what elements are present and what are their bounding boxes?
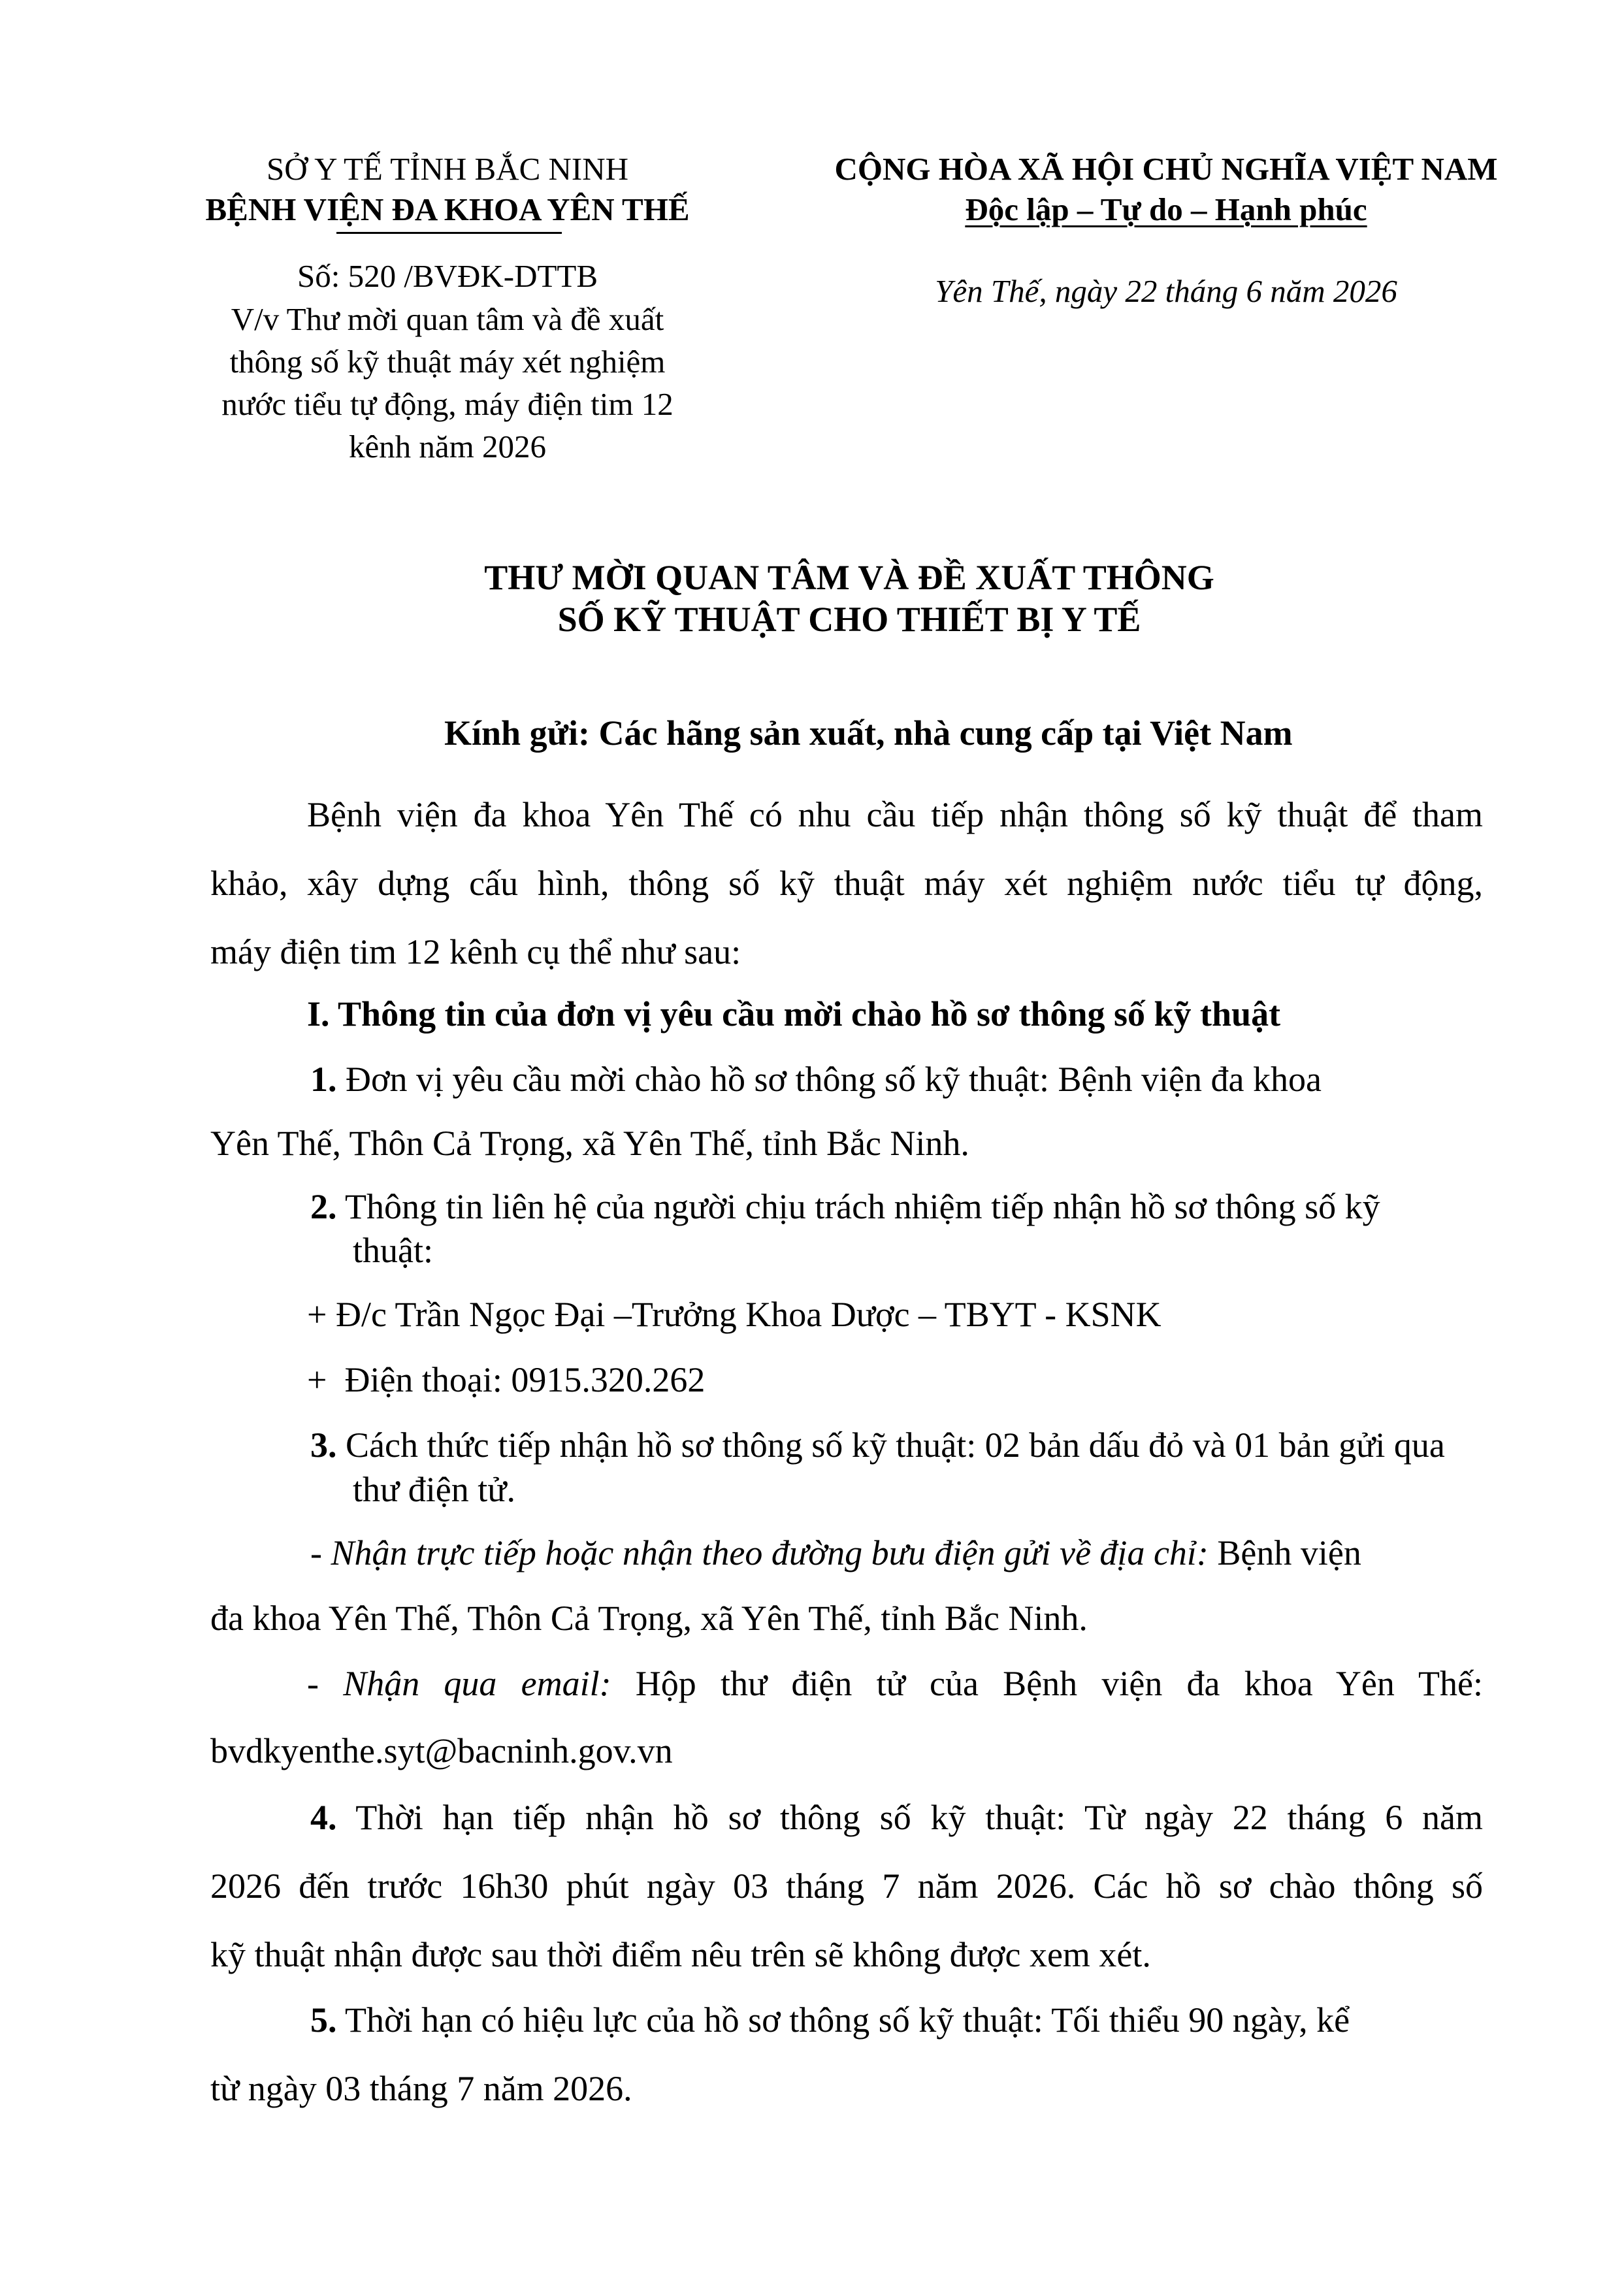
item-number: 2. [310,1187,337,1226]
title-line: SỐ KỸ THUẬT CHO THIẾT BỊ Y TẾ [557,600,1141,639]
item-text: Thời hạn có hiệu lực của hồ sơ thông số kỹ thuật: Tối thiểu 90 ngày, kể [336,2000,1350,2040]
contact-phone: + Điện thoại: 0915.320.262 [307,1360,706,1399]
doc-number-block [124,256,771,297]
header-right [768,149,1565,230]
item-1-line2: Yên Thế, Thôn Cả Trọng, xã Yên Thế, tỉnh Bắc Ninh. [210,1124,969,1163]
motto: Độc lập – Tự do – Hạnh phúc [965,191,1367,227]
intro-line: Bệnh viện đa khoa Yên Thế có nhu cầu tiếp nhận thông số kỹ thuật để tham [307,795,1483,834]
item-text: Thông tin liên hệ của người chịu trách nhiệm tiếp nhận hồ sơ thông số kỹ [345,1187,1380,1226]
doc-number: Số: 520 /BVĐK-DTTB [297,258,598,294]
recipient: Kính gửi: Các hãng sản xuất, nhà cung cấp tại Việt Nam [444,713,1293,753]
subject-line: kênh năm 2026 [348,429,547,464]
receipt-direct-label: - Nhận trực tiếp hoặc nhận theo đường bưu điện gửi về địa chỉ: [310,1533,1209,1572]
item-text: Đơn vị yêu cầu mời chào hồ sơ thông số kỹ thuật: Bệnh viện đa khoa [346,1060,1322,1099]
item-1 [310,1058,1322,1100]
hospital-name: BỆNH VIỆN ĐA KHOA YÊN THẾ [205,191,690,227]
document-title [229,557,1470,640]
email-address: bvdkyenthe.syt@bacninh.gov.vn [210,1731,673,1770]
item-3 [310,1424,1445,1466]
intro-line: khảo, xây dựng cấu hình, thông số kỹ thuật máy xét nghiệm nước tiểu tự động, [210,864,1483,903]
receipt-email [307,1663,1483,1704]
subject-line: thông số kỹ thuật máy xét nghiệm [229,344,666,380]
item-4 [310,1797,1483,1838]
item-number: 3. [310,1425,337,1465]
receipt-direct-value: Bệnh viện [1208,1533,1361,1572]
subject-line: V/v Thư mời quan tâm và đề xuất [231,301,664,337]
item-text: Cách thức tiếp nhận hồ sơ thông số kỹ thuật: 02 bản dấu đỏ và 01 bản gửi qua [346,1425,1445,1465]
contact-person: + Đ/c Trần Ngọc Đại –Trưởng Khoa Dược – TBYT - KSNK [307,1295,1161,1334]
receipt-direct [310,1532,1361,1574]
email-dash: - [307,1664,344,1703]
agency-name: SỞ Y TẾ TỈNH BẮC NINH [267,151,628,187]
receipt-direct-address: đa khoa Yên Thế, Thôn Cả Trọng, xã Yên Thế, tỉnh Bắc Ninh. [210,1599,1088,1638]
item-4-line3: kỹ thuật nhận được sau thời điểm nêu trên sẽ không được xem xét. [210,1935,1151,1974]
receipt-email-value: Hộp thư điện tử của Bệnh viện đa khoa Yên Thế: [611,1664,1484,1703]
subject-line: nước tiểu tự động, máy điện tim 12 [221,386,674,422]
item-number: 5. [310,2000,337,2040]
item-2-line2: thuật: [353,1231,433,1270]
intro-line: máy điện tim 12 kênh cụ thể như sau: [210,932,741,971]
subject-block [124,298,771,468]
place-date: Yên Thế, ngày 22 tháng 6 năm 2026 [935,273,1397,309]
header-left [124,149,771,230]
header-left-underline [336,232,562,234]
item-3-line2: thư điện tử. [353,1470,516,1509]
item-5-line2: từ ngày 03 tháng 7 năm 2026. [210,2069,632,2108]
nation-name: CỘNG HÒA XÃ HỘI CHỦ NGHĨA VIỆT NAM [834,151,1498,187]
item-text: Thời hạn tiếp nhận hồ sơ thông số kỹ thuật: Từ ngày 22 tháng 6 năm [336,1798,1483,1837]
item-4-line2: 2026 đến trước 16h30 phút ngày 03 tháng 7 năm 2026. Các hồ sơ chào thông số [210,1866,1483,1906]
section-heading: I. Thông tin của đơn vị yêu cầu mời chào hồ sơ thông số kỹ thuật [307,994,1281,1034]
item-5 [310,1999,1350,2041]
item-number: 1. [310,1060,337,1099]
receipt-email-label: Nhận qua email: [343,1664,611,1703]
item-number: 4. [310,1798,337,1837]
title-line: THƯ MỜI QUAN TÂM VÀ ĐỀ XUẤT THÔNG [484,558,1214,597]
item-2 [310,1186,1380,1228]
